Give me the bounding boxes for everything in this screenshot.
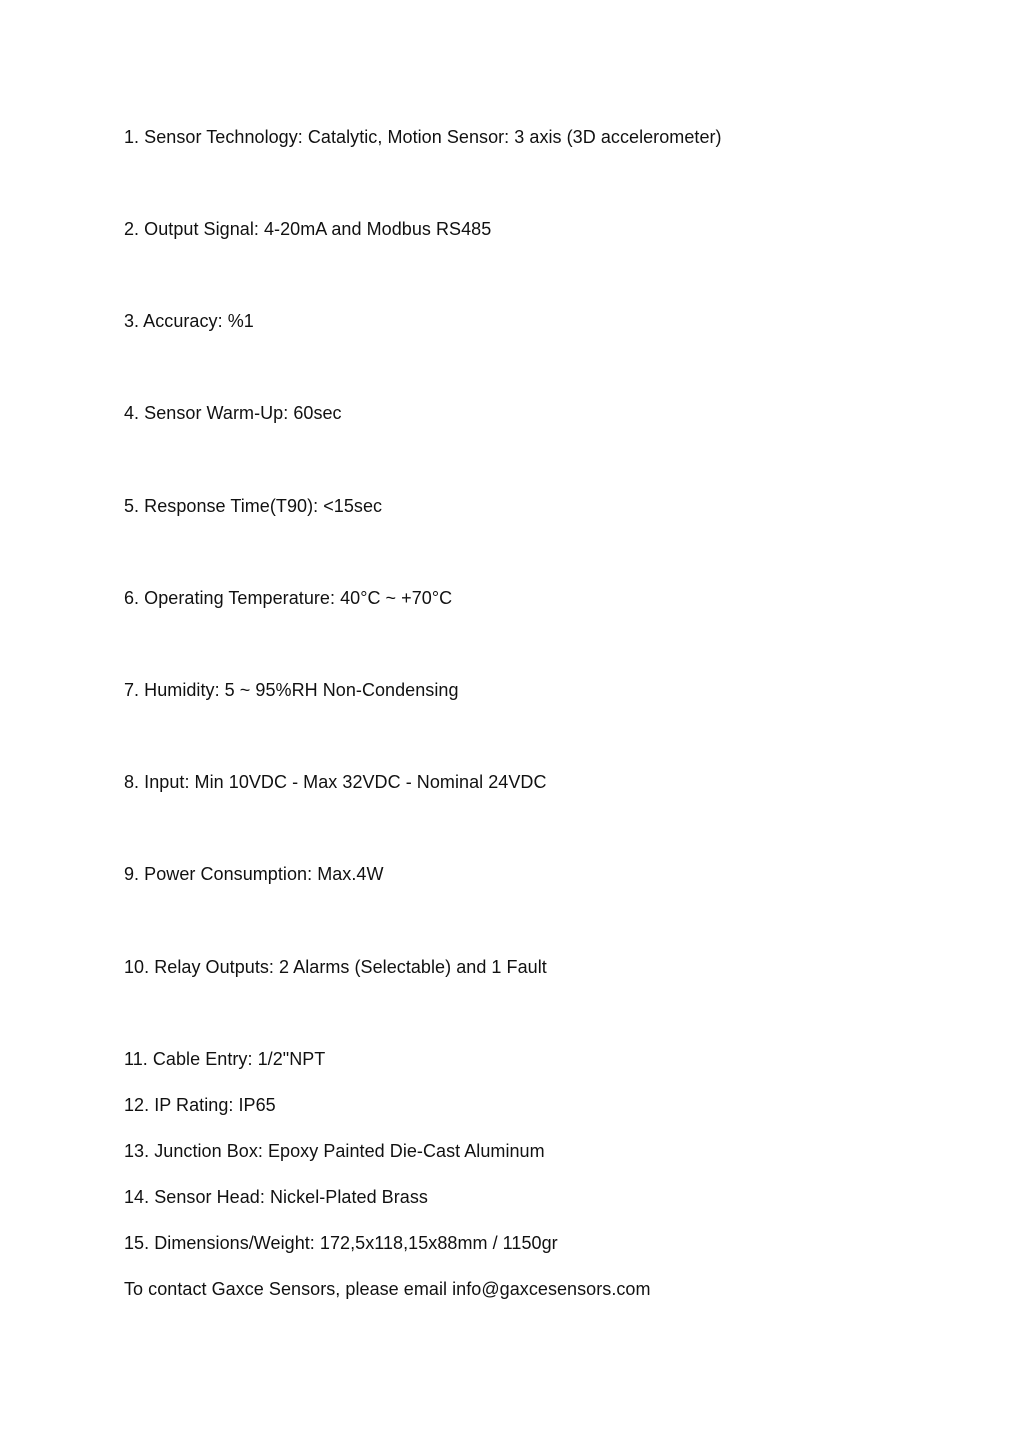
spec-sensor-head: 14. Sensor Head: Nickel-Plated Brass [124,1187,428,1207]
spec-sensor-warm-up: 4. Sensor Warm-Up: 60sec [124,403,342,423]
spec-output-signal: 2. Output Signal: 4-20mA and Modbus RS485 [124,219,492,239]
spec-cable-entry: 11. Cable Entry: 1/2"NPT [124,1049,326,1069]
spec-relay-outputs: 10. Relay Outputs: 2 Alarms (Selectable) and 1 Fault [124,957,547,977]
spec-operating-temperature: 6. Operating Temperature: 40°C ~ +70°C [124,588,453,608]
contact-line: To contact Gaxce Sensors, please email info@gaxcesensors.com [124,1279,651,1299]
spec-humidity: 7. Humidity: 5 ~ 95%RH Non-Condensing [124,680,459,700]
spec-ip-rating: 12. IP Rating: IP65 [124,1095,276,1115]
spec-junction-box: 13. Junction Box: Epoxy Painted Die-Cast Aluminum [124,1141,545,1161]
spec-sensor-technology: 1. Sensor Technology: Catalytic, Motion Sensor: 3 axis (3D accelerometer) [124,127,722,147]
spec-power-consumption: 9. Power Consumption: Max.4W [124,864,384,884]
spec-input: 8. Input: Min 10VDC - Max 32VDC - Nominal 24VDC [124,772,547,792]
spec-accuracy: 3. Accuracy: %1 [124,311,254,331]
spec-response-time: 5. Response Time(T90): <15sec [124,496,383,516]
spec-dimensions-weight: 15. Dimensions/Weight: 172,5x118,15x88mm / 1150gr [124,1233,558,1253]
